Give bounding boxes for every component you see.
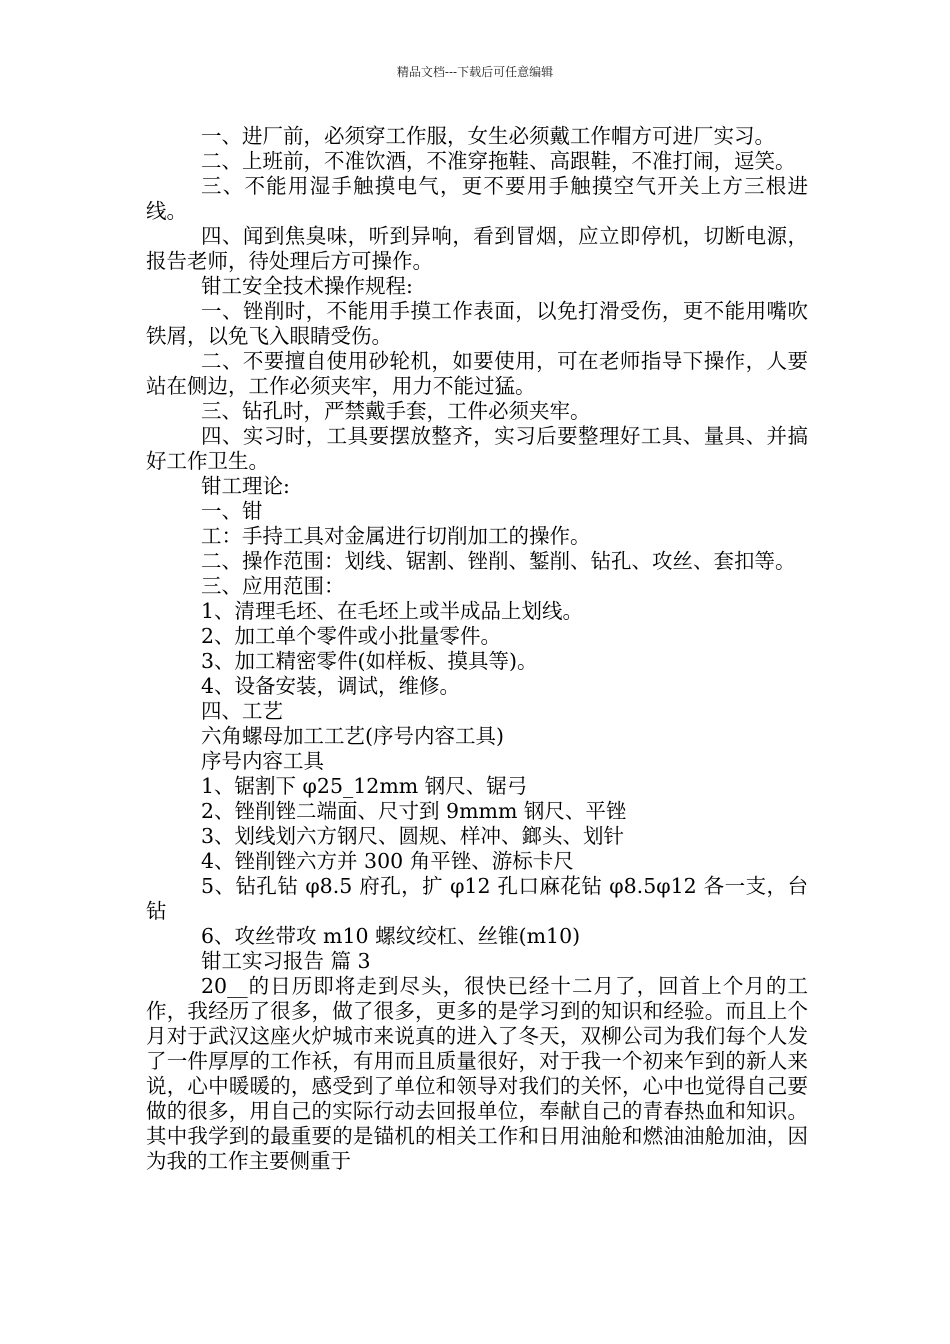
section-heading-report-3: 钳工实习报告 篇 3 [201, 949, 371, 973]
document-body [146, 124, 808, 1174]
paragraph-rule-2: 二、上班前，不准饮酒，不准穿拖鞋、高跟鞋，不准打闹，逗笑。 [201, 149, 796, 173]
section-heading-theory: 钳工理论: [201, 474, 290, 498]
paragraph-nut-process-header: 序号内容工具 [201, 749, 324, 773]
paragraph-theory-2: 工：手持工具对金属进行切削加工的操作。 [201, 524, 591, 548]
paragraph-safety-4: 四、实习时，工具要摆放整齐，实习后要整理好工具、量具、并搞好工作卫生。 [146, 424, 808, 473]
paragraph-rule-4: 四、闻到焦臭味，听到异响，看到冒烟，应立即停机，切断电源，报告老师，待处理后方可操作。 [146, 224, 808, 273]
list-item-step-2: 2、锉削锉二端面、尺寸到 9mmm 钢尺、平锉 [201, 799, 627, 823]
paragraph-rule-1: 一、进厂前，必须穿工作服，女生必须戴工作帽方可进厂实习。 [201, 124, 775, 148]
page-header: 精品文档---下载后可任意编辑 [396, 65, 554, 79]
paragraph-safety-1: 一、锉削时，不能用手摸工作表面，以免打滑受伤，更不能用嘴吹铁屑，以免飞入眼睛受伤。 [146, 299, 808, 348]
list-item-application-2: 2、加工单个零件或小批量零件。 [201, 624, 502, 648]
paragraph-process: 四、工艺 [201, 699, 283, 723]
paragraph-theory-4: 三、应用范围： [201, 574, 345, 598]
paragraph-theory-1: 一、钳 [201, 499, 263, 523]
section-heading-safety: 钳工安全技术操作规程: [201, 274, 413, 298]
paragraph-report-body: 20__的日历即将走到尽头，很快已经十二月了，回首上个月的工作，我经历了很多，做了很多，更多的是学习到的知识和经验。而且上个月对于武汉这座火炉城市来说真的进入了冬天，双柳公司为我们每个人发了一件厚厚的工作袄，有用而且质量很好，对于我一个初来乍到的新人来说，心中暖暖的，感受到了单位和领导对我们的关怀，心中也觉得自己要做的很多，用自己的实际行动去回报单位，奉献自己的青春热血和知识。其中我学到的最重要的是锚机的相关工作和日用油舱和燃油油舱加油，因为我的工作主要侧重于 [146, 974, 808, 1173]
paragraph-rule-3: 三、不能用湿手触摸电气，更不要用手触摸空气开关上方三根进线。 [146, 174, 808, 223]
list-item-application-3: 3、加工精密零件(如样板、摸具等)。 [201, 649, 538, 673]
list-item-step-6: 6、攻丝带攻 m10 螺纹绞杠、丝锥(m10) [201, 924, 581, 948]
paragraph-safety-3: 三、钻孔时，严禁戴手套，工件必须夹牢。 [201, 399, 591, 423]
list-item-step-5: 5、钻孔钻 φ8.5 府孔，扩 φ12 孔口麻花钻 φ8.5φ12 各一支，台钻 [146, 874, 808, 923]
paragraph-safety-2: 二、不要擅自使用砂轮机，如要使用，可在老师指导下操作，人要站在侧边，工作必须夹牢，用力不能过猛。 [146, 349, 808, 398]
list-item-step-4: 4、锉削锉六方并 300 角平锉、游标卡尺 [201, 849, 574, 873]
list-item-step-3: 3、划线划六方钢尺、圆规、样冲、鎯头、划针 [201, 824, 625, 848]
paragraph-nut-process-title: 六角螺母加工工艺(序号内容工具) [201, 724, 504, 748]
list-item-step-1: 1、锯割下 φ25_12mm 钢尺、锯弓 [201, 774, 528, 798]
list-item-application-1: 1、清理毛坯、在毛坯上或半成品上划线。 [201, 599, 584, 623]
list-item-application-4: 4、设备安装，调试，维修。 [201, 674, 461, 698]
paragraph-theory-3: 二、操作范围：划线、锯割、锉削、錾削、钻孔、攻丝、套扣等。 [201, 549, 796, 573]
